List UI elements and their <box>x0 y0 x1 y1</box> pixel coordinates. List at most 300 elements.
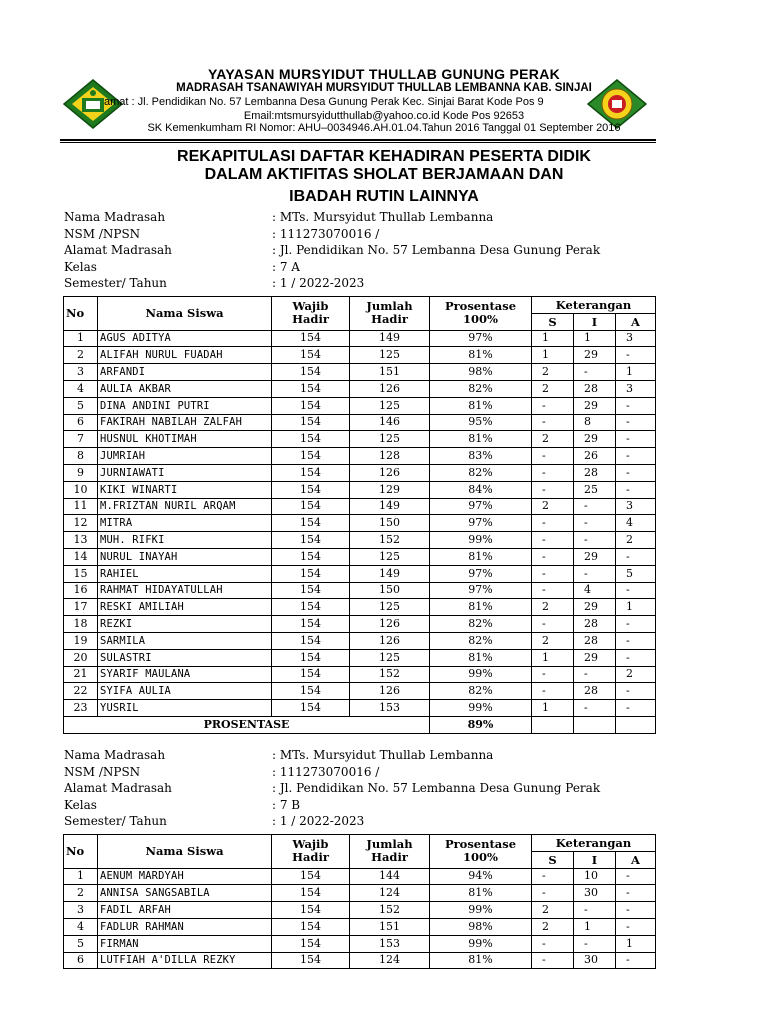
cell-a: - <box>616 448 656 465</box>
cell-prosentase: 81% <box>430 347 532 364</box>
table-row <box>64 364 656 381</box>
table-row <box>64 414 656 431</box>
cell-nama: MITRA <box>98 515 272 532</box>
cell-a: 4 <box>616 515 656 532</box>
cell-prosentase: 97% <box>430 565 532 582</box>
cell-prosentase: 81% <box>430 649 532 666</box>
cell-wajib: 154 <box>272 364 350 381</box>
cell-no: 6 <box>64 414 98 431</box>
cell-a: 1 <box>616 364 656 381</box>
cell-nama: M.FRIZTAN NURIL ARQAM <box>98 498 272 515</box>
cell-i: 28 <box>574 683 616 700</box>
col-jumlah: Jumlah Hadir <box>350 297 430 331</box>
document-title-line2: DALAM AKTIFITAS SHOLAT BERJAMAAN DAN <box>204 166 564 183</box>
label-semester: Semester/ Tahun <box>64 814 167 828</box>
cell-i: 26 <box>574 448 616 465</box>
cell-s: 2 <box>532 632 574 649</box>
header-divider <box>60 139 656 141</box>
cell-prosentase: 99% <box>430 700 532 717</box>
col-s: S <box>532 851 574 868</box>
cell-no: 4 <box>64 380 98 397</box>
cell-no: 19 <box>64 632 98 649</box>
cell-s: - <box>532 414 574 431</box>
cell-a: 2 <box>616 532 656 549</box>
cell-no: 2 <box>64 347 98 364</box>
cell-prosentase: 95% <box>430 414 532 431</box>
cell-a: - <box>616 885 656 902</box>
value-kelas: : 7 A <box>272 259 300 274</box>
cell-s: - <box>532 935 574 952</box>
cell-i: 30 <box>574 952 616 969</box>
cell-jumlah: 151 <box>350 364 430 381</box>
attendance-table-7b <box>63 834 656 969</box>
cell-prosentase: 82% <box>430 380 532 397</box>
cell-nama: FADLUR RAHMAN <box>98 918 272 935</box>
table-row <box>64 935 656 952</box>
label-nama-madrasah: Nama Madrasah <box>64 748 166 762</box>
cell-i: 29 <box>574 649 616 666</box>
cell-jumlah: 125 <box>350 548 430 565</box>
cell-i: 8 <box>574 414 616 431</box>
cell-no: 16 <box>64 582 98 599</box>
cell-a: 3 <box>616 380 656 397</box>
table-row <box>64 952 656 969</box>
cell-prosentase: 81% <box>430 397 532 414</box>
cell-nama: SARMILA <box>98 632 272 649</box>
cell-wajib: 154 <box>272 683 350 700</box>
total-label: PROSENTASE <box>64 716 430 733</box>
label-semester: Semester/ Tahun <box>64 276 167 290</box>
cell-jumlah: 125 <box>350 431 430 448</box>
cell-i: - <box>574 532 616 549</box>
col-no: No <box>64 835 98 869</box>
cell-s: 1 <box>532 700 574 717</box>
cell-wajib: 154 <box>272 565 350 582</box>
cell-wajib: 154 <box>272 347 350 364</box>
cell-s: 1 <box>532 347 574 364</box>
cell-prosentase: 94% <box>430 868 532 885</box>
cell-no: 1 <box>64 330 98 347</box>
cell-wajib: 154 <box>272 902 350 919</box>
cell-nama: AGUS ADITYA <box>98 330 272 347</box>
col-a: A <box>616 313 656 330</box>
cell-i: 29 <box>574 599 616 616</box>
cell-a: - <box>616 902 656 919</box>
table-row <box>64 515 656 532</box>
cell-nama: HUSNUL KHOTIMAH <box>98 431 272 448</box>
table-row <box>64 885 656 902</box>
label-kelas: Kelas <box>64 259 97 274</box>
table-row <box>64 532 656 549</box>
cell-nama: FADIL ARFAH <box>98 902 272 919</box>
cell-a: - <box>616 918 656 935</box>
cell-nama: MUH. RIFKI <box>98 532 272 549</box>
table-row <box>64 431 656 448</box>
table-row <box>64 700 656 717</box>
cell-i: 29 <box>574 397 616 414</box>
cell-nama: FAKIRAH NABILAH ZALFAH <box>98 414 272 431</box>
cell-no: 9 <box>64 464 98 481</box>
cell-nama: AENUM MARDYAH <box>98 868 272 885</box>
cell-jumlah: 126 <box>350 616 430 633</box>
cell-nama: RESKI AMILIAH <box>98 599 272 616</box>
col-no: No <box>64 297 98 331</box>
cell-jumlah: 125 <box>350 397 430 414</box>
cell-jumlah: 124 <box>350 952 430 969</box>
table-row <box>64 582 656 599</box>
total-empty-a <box>616 716 656 733</box>
cell-i: 28 <box>574 380 616 397</box>
cell-prosentase: 99% <box>430 532 532 549</box>
cell-nama: ALIFAH NURUL FUADAH <box>98 347 272 364</box>
cell-no: 12 <box>64 515 98 532</box>
cell-wajib: 154 <box>272 599 350 616</box>
cell-no: 3 <box>64 364 98 381</box>
document-title-line3: IBADAH RUTIN LAINNYA <box>289 188 479 205</box>
cell-wajib: 154 <box>272 649 350 666</box>
cell-a: - <box>616 952 656 969</box>
value-nama-madrasah: : MTs. Mursyidut Thullab Lembanna <box>272 748 494 762</box>
cell-s: - <box>532 515 574 532</box>
cell-no: 14 <box>64 548 98 565</box>
table-row <box>64 599 656 616</box>
cell-s: 2 <box>532 902 574 919</box>
cell-prosentase: 82% <box>430 632 532 649</box>
cell-s: - <box>532 565 574 582</box>
table-row <box>64 330 656 347</box>
value-semester: : 1 / 2022-2023 <box>272 276 365 290</box>
cell-nama: AULIA AKBAR <box>98 380 272 397</box>
cell-no: 10 <box>64 481 98 498</box>
cell-a: - <box>616 464 656 481</box>
cell-prosentase: 81% <box>430 431 532 448</box>
cell-no: 8 <box>64 448 98 465</box>
table-body-7b <box>64 868 656 969</box>
cell-a: - <box>616 582 656 599</box>
cell-prosentase: 81% <box>430 952 532 969</box>
table-row <box>64 666 656 683</box>
cell-no: 11 <box>64 498 98 515</box>
attendance-table-7a <box>63 296 656 734</box>
table-row <box>64 632 656 649</box>
cell-nama: RAHIEL <box>98 565 272 582</box>
label-nsm: NSM /NPSN <box>64 764 141 779</box>
cell-s: - <box>532 683 574 700</box>
cell-nama: SYIFA AULIA <box>98 683 272 700</box>
cell-nama: JUMRIAH <box>98 448 272 465</box>
cell-a: 1 <box>616 599 656 616</box>
cell-s: - <box>532 582 574 599</box>
cell-s: 2 <box>532 364 574 381</box>
cell-no: 20 <box>64 649 98 666</box>
cell-wajib: 154 <box>272 582 350 599</box>
cell-i: 1 <box>574 330 616 347</box>
label-alamat: Alamat Madrasah <box>64 781 172 795</box>
cell-i: 29 <box>574 431 616 448</box>
label-nsm: NSM /NPSN <box>64 226 141 241</box>
cell-i: - <box>574 935 616 952</box>
cell-no: 1 <box>64 868 98 885</box>
cell-a: - <box>616 548 656 565</box>
value-nama-madrasah: : MTs. Mursyidut Thullab Lembanna <box>272 210 494 224</box>
cell-i: 25 <box>574 481 616 498</box>
document-title-line1: REKAPITULASI DAFTAR KEHADIRAN PESERTA DIDIK <box>177 148 591 165</box>
cell-jumlah: 125 <box>350 347 430 364</box>
cell-wajib: 154 <box>272 431 350 448</box>
cell-prosentase: 97% <box>430 515 532 532</box>
cell-wajib: 154 <box>272 448 350 465</box>
class-b-info <box>64 748 664 831</box>
cell-wajib: 154 <box>272 481 350 498</box>
cell-s: - <box>532 616 574 633</box>
cell-s: 1 <box>532 330 574 347</box>
cell-i: 28 <box>574 632 616 649</box>
table-row <box>64 616 656 633</box>
school-email: Email:mtsmursyidutthullab@yahoo.co.id Kode Pos 92653 <box>243 110 525 122</box>
cell-jumlah: 124 <box>350 885 430 902</box>
table-row <box>64 565 656 582</box>
cell-i: - <box>574 902 616 919</box>
cell-nama: FIRMAN <box>98 935 272 952</box>
value-nsm: : 111273070016 / <box>272 764 380 779</box>
cell-jumlah: 150 <box>350 582 430 599</box>
total-value: 89% <box>430 716 532 733</box>
cell-s: - <box>532 397 574 414</box>
cell-no: 15 <box>64 565 98 582</box>
cell-nama: JURNIAWATI <box>98 464 272 481</box>
cell-i: - <box>574 498 616 515</box>
cell-prosentase: 82% <box>430 464 532 481</box>
cell-s: 2 <box>532 431 574 448</box>
cell-prosentase: 98% <box>430 364 532 381</box>
cell-wajib: 154 <box>272 414 350 431</box>
cell-s: 2 <box>532 380 574 397</box>
school-address: amat : Jl. Pendidikan No. 57 Lembanna Desa Gunung Perak Kec. Sinjai Barat Kode Pos 9 <box>104 96 544 108</box>
cell-s: 1 <box>532 649 574 666</box>
value-semester: : 1 / 2022-2023 <box>272 814 365 828</box>
cell-wajib: 154 <box>272 515 350 532</box>
cell-wajib: 154 <box>272 464 350 481</box>
cell-prosentase: 82% <box>430 683 532 700</box>
col-s: S <box>532 313 574 330</box>
cell-nama: REZKI <box>98 616 272 633</box>
cell-a: - <box>616 397 656 414</box>
cell-s: - <box>532 532 574 549</box>
table-row <box>64 380 656 397</box>
cell-wajib: 154 <box>272 548 350 565</box>
cell-jumlah: 144 <box>350 868 430 885</box>
cell-jumlah: 128 <box>350 448 430 465</box>
cell-a: - <box>616 347 656 364</box>
cell-prosentase: 83% <box>430 448 532 465</box>
cell-wajib: 154 <box>272 632 350 649</box>
table-row <box>64 902 656 919</box>
cell-a: - <box>616 414 656 431</box>
cell-wajib: 154 <box>272 498 350 515</box>
cell-wajib: 154 <box>272 380 350 397</box>
table-row <box>64 397 656 414</box>
cell-no: 18 <box>64 616 98 633</box>
cell-s: - <box>532 464 574 481</box>
cell-nama: RAHMAT HIDAYATULLAH <box>98 582 272 599</box>
cell-jumlah: 152 <box>350 532 430 549</box>
cell-i: 30 <box>574 885 616 902</box>
col-wajib: Wajib Hadir <box>272 297 350 331</box>
cell-s: 2 <box>532 918 574 935</box>
value-alamat: : Jl. Pendidikan No. 57 Lembanna Desa Gunung Perak <box>272 243 601 257</box>
cell-prosentase: 84% <box>430 481 532 498</box>
cell-wajib: 154 <box>272 666 350 683</box>
cell-jumlah: 149 <box>350 565 430 582</box>
cell-no: 5 <box>64 935 98 952</box>
cell-no: 2 <box>64 885 98 902</box>
school-name: MADRASAH TSANAWIYAH MURSYIDUT THULLAB LEMBANNA KAB. SINJAI <box>176 82 592 94</box>
cell-wajib: 154 <box>272 330 350 347</box>
cell-no: 21 <box>64 666 98 683</box>
cell-wajib: 154 <box>272 952 350 969</box>
cell-jumlah: 152 <box>350 902 430 919</box>
cell-a: 2 <box>616 666 656 683</box>
cell-nama: SULASTRI <box>98 649 272 666</box>
cell-no: 22 <box>64 683 98 700</box>
value-alamat: : Jl. Pendidikan No. 57 Lembanna Desa Gunung Perak <box>272 781 601 795</box>
cell-a: - <box>616 868 656 885</box>
cell-wajib: 154 <box>272 700 350 717</box>
cell-no: 23 <box>64 700 98 717</box>
cell-wajib: 154 <box>272 918 350 935</box>
cell-a: 3 <box>616 330 656 347</box>
cell-prosentase: 97% <box>430 498 532 515</box>
cell-s: - <box>532 448 574 465</box>
cell-nama: NURUL INAYAH <box>98 548 272 565</box>
cell-jumlah: 126 <box>350 380 430 397</box>
col-prosentase: Prosentase 100% <box>430 297 532 331</box>
cell-jumlah: 153 <box>350 700 430 717</box>
cell-prosentase: 97% <box>430 582 532 599</box>
cell-a: - <box>616 632 656 649</box>
cell-prosentase: 98% <box>430 918 532 935</box>
cell-jumlah: 126 <box>350 464 430 481</box>
cell-s: - <box>532 868 574 885</box>
total-empty-i <box>574 716 616 733</box>
value-kelas: : 7 B <box>272 797 301 812</box>
col-prosentase: Prosentase 100% <box>430 835 532 869</box>
cell-a: - <box>616 431 656 448</box>
table-row <box>64 498 656 515</box>
label-nama-madrasah: Nama Madrasah <box>64 210 166 224</box>
cell-i: - <box>574 700 616 717</box>
col-wajib: Wajib Hadir <box>272 835 350 869</box>
label-kelas: Kelas <box>64 797 97 812</box>
cell-jumlah: 151 <box>350 918 430 935</box>
sk-number: SK Kemenkumham RI Nomor: AHU–0034946.AH.01.04.Tahun 2016 Tanggal 01 September 2016 <box>147 122 621 134</box>
cell-i: 28 <box>574 464 616 481</box>
cell-nama: SYARIF MAULANA <box>98 666 272 683</box>
col-i: I <box>574 313 616 330</box>
cell-nama: KIKI WINARTI <box>98 481 272 498</box>
cell-no: 17 <box>64 599 98 616</box>
cell-i: - <box>574 364 616 381</box>
cell-jumlah: 126 <box>350 632 430 649</box>
cell-no: 6 <box>64 952 98 969</box>
cell-no: 4 <box>64 918 98 935</box>
cell-prosentase: 99% <box>430 666 532 683</box>
cell-no: 13 <box>64 532 98 549</box>
total-empty-s <box>532 716 574 733</box>
cell-i: 1 <box>574 918 616 935</box>
table-body-7a <box>64 330 656 716</box>
cell-a: - <box>616 700 656 717</box>
cell-wajib: 154 <box>272 532 350 549</box>
cell-a: 1 <box>616 935 656 952</box>
col-i: I <box>574 851 616 868</box>
col-keterangan: Keterangan <box>532 297 656 314</box>
cell-s: - <box>532 952 574 969</box>
cell-no: 3 <box>64 902 98 919</box>
cell-prosentase: 81% <box>430 885 532 902</box>
cell-a: - <box>616 649 656 666</box>
cell-wajib: 154 <box>272 397 350 414</box>
cell-jumlah: 150 <box>350 515 430 532</box>
cell-a: 5 <box>616 565 656 582</box>
cell-jumlah: 149 <box>350 330 430 347</box>
col-keterangan: Keterangan <box>532 835 656 852</box>
cell-prosentase: 99% <box>430 935 532 952</box>
table-row <box>64 347 656 364</box>
table-row <box>64 548 656 565</box>
cell-jumlah: 125 <box>350 599 430 616</box>
cell-i: - <box>574 565 616 582</box>
table-row <box>64 918 656 935</box>
cell-wajib: 154 <box>272 616 350 633</box>
cell-a: - <box>616 616 656 633</box>
cell-wajib: 154 <box>272 885 350 902</box>
table-row <box>64 683 656 700</box>
cell-i: - <box>574 666 616 683</box>
cell-s: 2 <box>532 599 574 616</box>
cell-nama: DINA ANDINI PUTRI <box>98 397 272 414</box>
cell-i: 10 <box>574 868 616 885</box>
cell-i: 28 <box>574 616 616 633</box>
cell-jumlah: 125 <box>350 649 430 666</box>
cell-wajib: 154 <box>272 868 350 885</box>
cell-i: 29 <box>574 347 616 364</box>
cell-wajib: 154 <box>272 935 350 952</box>
header-divider-thin <box>60 142 656 143</box>
cell-a: - <box>616 683 656 700</box>
cell-jumlah: 146 <box>350 414 430 431</box>
cell-no: 7 <box>64 431 98 448</box>
table-row <box>64 649 656 666</box>
cell-prosentase: 82% <box>430 616 532 633</box>
cell-prosentase: 81% <box>430 599 532 616</box>
col-nama: Nama Siswa <box>98 835 272 869</box>
cell-s: - <box>532 885 574 902</box>
foundation-name: YAYASAN MURSYIDUT THULLAB GUNUNG PERAK <box>207 66 561 82</box>
cell-s: - <box>532 548 574 565</box>
table-row <box>64 481 656 498</box>
cell-s: - <box>532 666 574 683</box>
label-alamat: Alamat Madrasah <box>64 243 172 257</box>
cell-jumlah: 129 <box>350 481 430 498</box>
cell-jumlah: 153 <box>350 935 430 952</box>
cell-jumlah: 126 <box>350 683 430 700</box>
table-row <box>64 464 656 481</box>
cell-nama: ARFANDI <box>98 364 272 381</box>
cell-prosentase: 99% <box>430 902 532 919</box>
cell-a: 3 <box>616 498 656 515</box>
cell-a: - <box>616 481 656 498</box>
